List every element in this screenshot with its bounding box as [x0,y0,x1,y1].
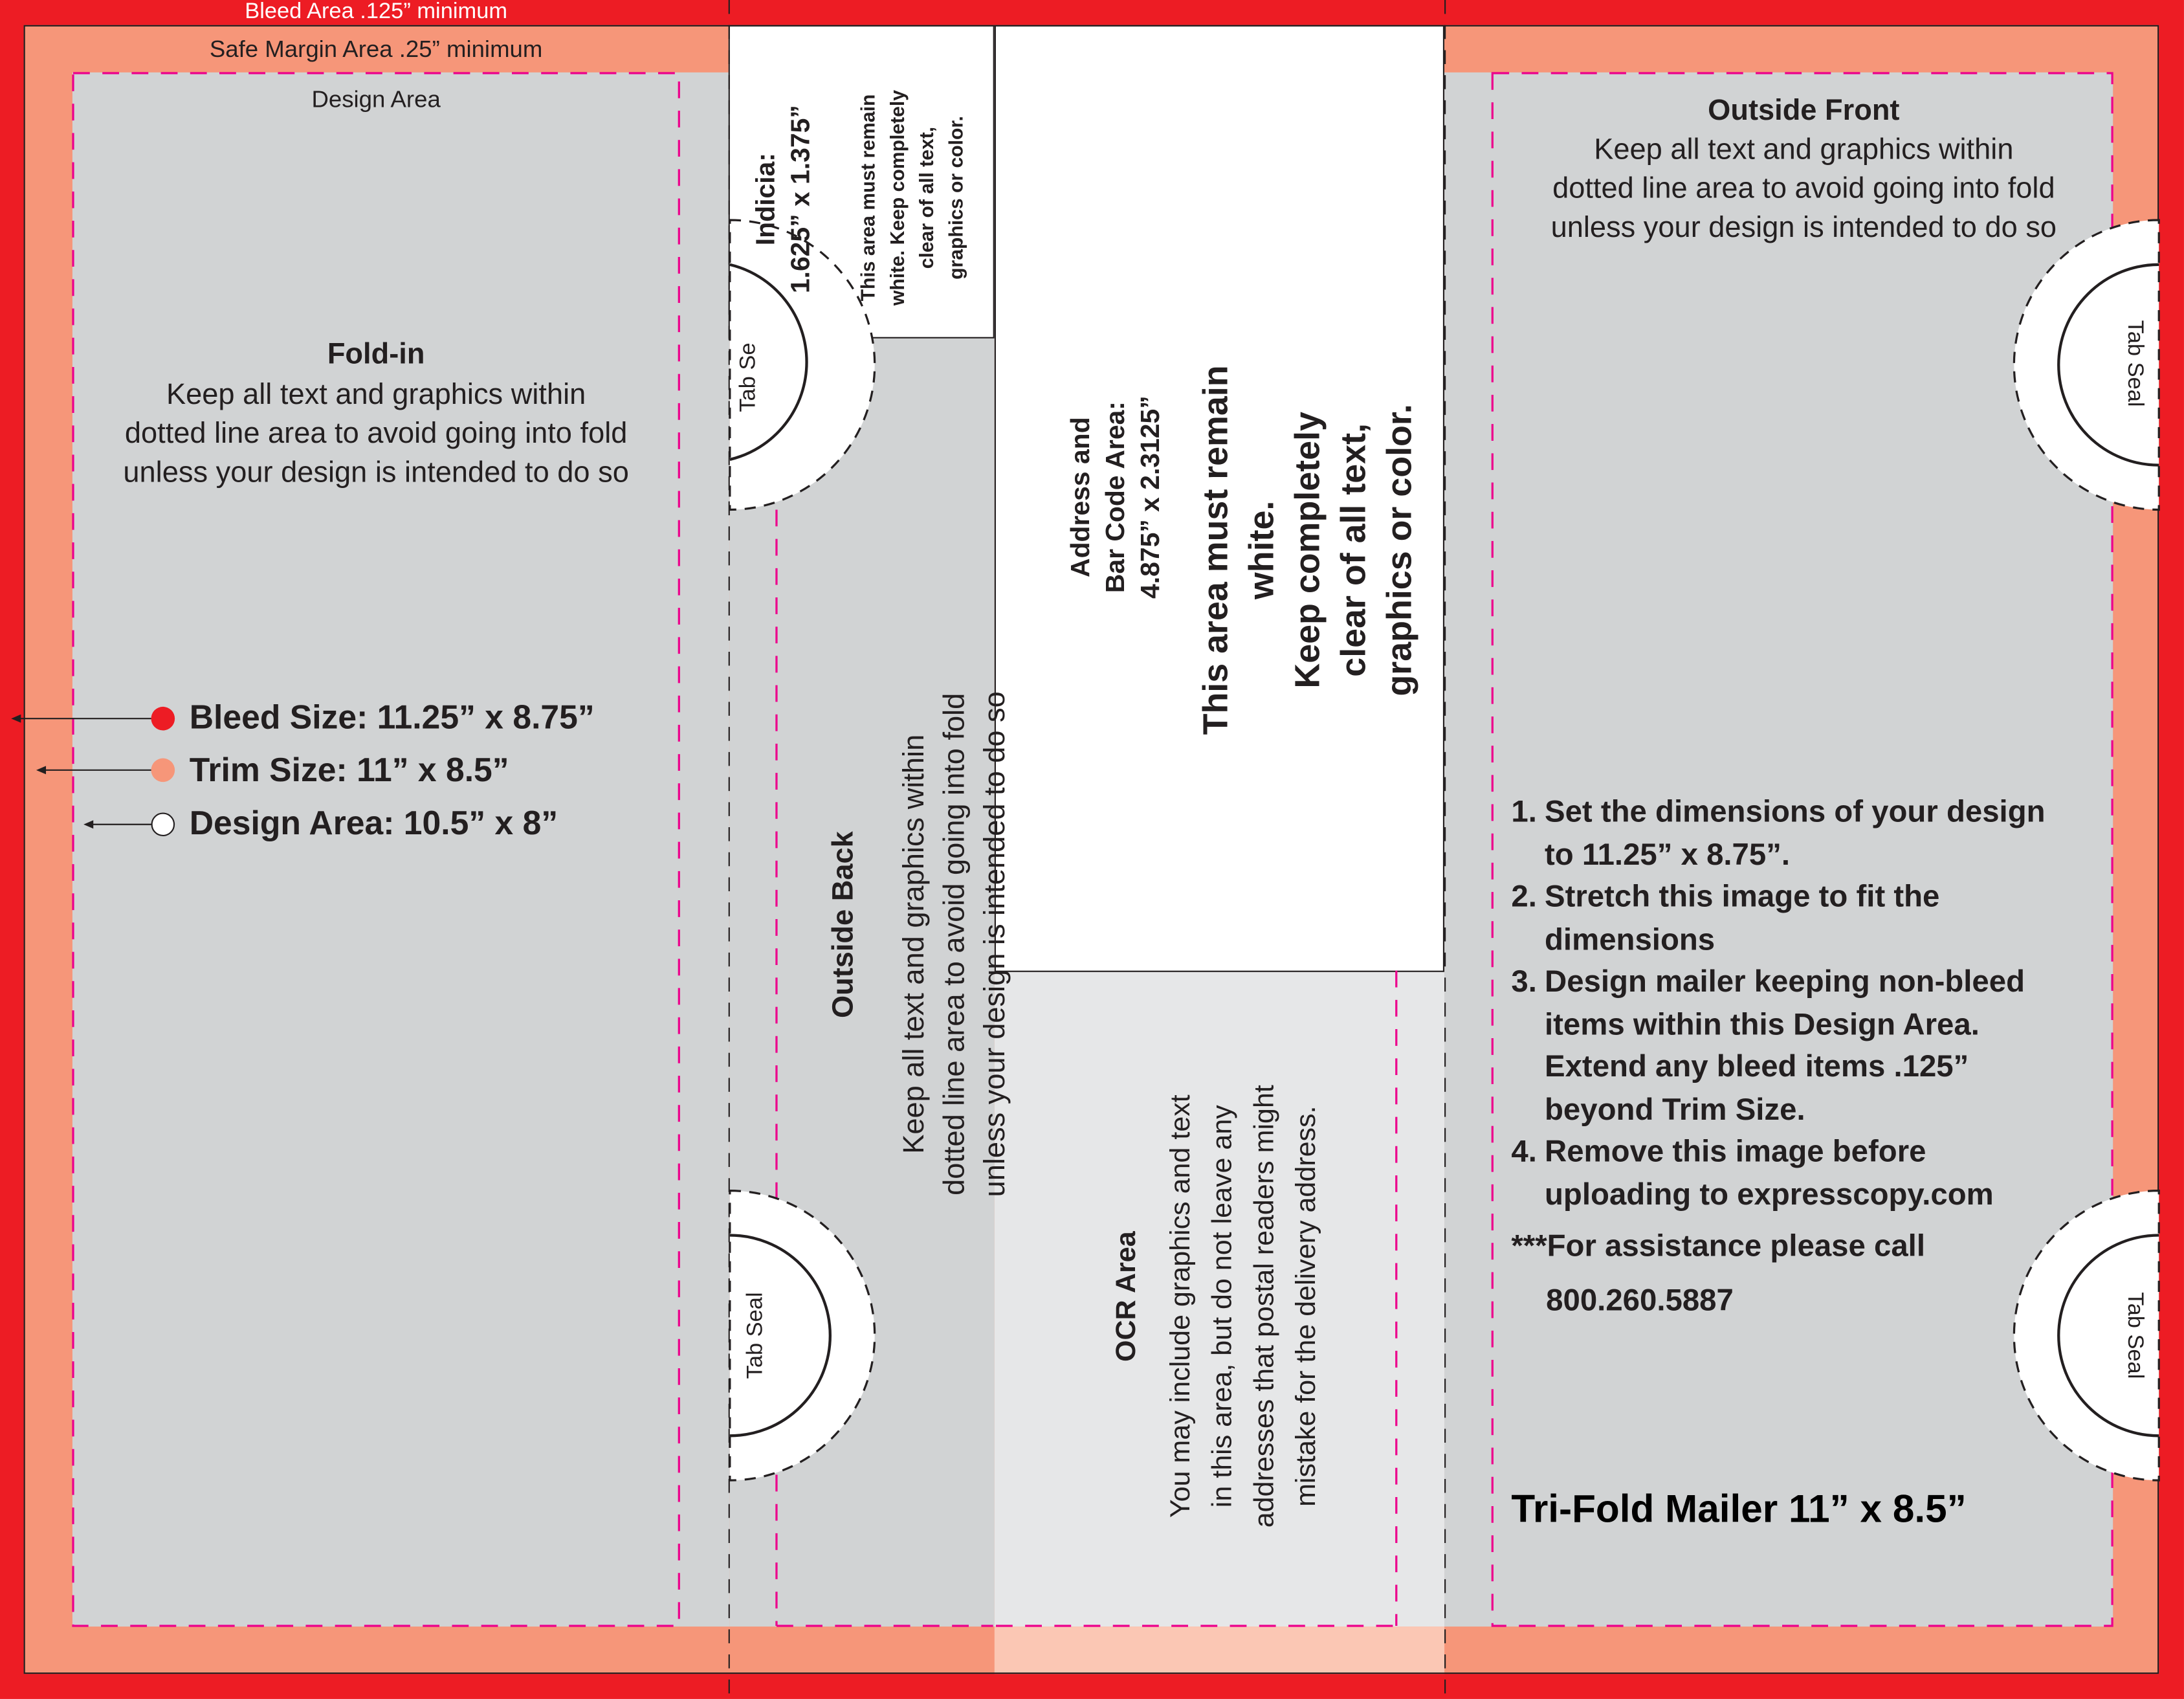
tab-seal-right-top-label: Tab Seal [2123,320,2146,407]
address-body: This area must remain white. Keep completely clear of all text, graphics or color. [1196,365,1420,735]
outside-front-heading: Outside Front [1708,94,1900,127]
design-dot-icon [152,814,174,836]
product-title: Tri-Fold Mailer 11” x 8.5” [1511,1487,1967,1531]
assistance-line: ***For assistance please call [1511,1228,1925,1263]
design-area-label: Design Area [311,86,441,113]
step-text: Stretch this image to fit the dimensions [1545,878,1940,957]
step-item [1511,876,2124,961]
step-number: 3. [1511,963,1537,999]
address-title: Address and Bar Code Area: 4.875” x 2.3125” [1066,395,1166,599]
instruction-steps [1511,791,2124,1216]
indicia-body: This area must remain white. Keep completely clear of all text, graphics or color. [856,89,967,306]
legend-design-area: Design Area: 10.5” x 8” [189,805,558,843]
step-number: 4. [1511,1133,1537,1169]
step-number: 1. [1511,794,1537,829]
bleed-area-label: Bleed Area .125” minimum [245,0,508,24]
legend-bleed-size: Bleed Size: 11.25” x 8.75” [189,699,595,737]
legend-trim-size: Trim Size: 11” x 8.5” [189,751,509,790]
step-text: Set the dimensions of your design to 11.25” x 8.75”. [1545,794,2046,871]
step-text: Design mailer keeping non-bleed items within this Design Area. Extend any bleed items .125” beyond Trim Size. [1545,963,2025,1126]
ocr-heading: OCR Area [1111,1231,1142,1362]
tab-seal-left-top-label: Tab Se [736,342,761,412]
step-number: 2. [1511,878,1537,914]
assistance-phone: 800.260.5887 [1546,1282,1734,1318]
ocr-body: You may include graphics and text in this area, but do not leave any addresses that postal readers might mistake for the delivery address. [1165,1085,1322,1528]
safe-margin-label: Safe Margin Area .25” minimum [209,36,543,63]
fold-in-heading: Fold-in [327,338,425,371]
outside-back-body: Keep all text and graphics within dotted line area to avoid going into fold unless your design is intended to do so [898,691,1011,1197]
step-item [1511,1131,2124,1216]
step-item [1511,961,2124,1131]
bleed-dot-icon [151,707,175,731]
trim-dot-icon [151,759,175,783]
tab-seal-left-bottom-label: Tab Seal [744,1292,767,1379]
fold-in-body: Keep all text and graphics within dotted line area to avoid going into fold unless your design is intended to do so [123,379,629,489]
outside-back-heading: Outside Back [827,831,860,1019]
indicia-title: Indicia: 1.625” x 1.375” [752,105,817,294]
outside-front-body: Keep all text and graphics within dotted line area to avoid going into fold unless your design is intended to do so [1550,133,2057,244]
legend-arrows [11,715,153,828]
step-item [1511,791,2124,876]
step-text: Remove this image before uploading to expresscopy.com [1545,1133,1994,1211]
tab-seal-right-bottom-label: Tab Seal [2123,1292,2146,1379]
